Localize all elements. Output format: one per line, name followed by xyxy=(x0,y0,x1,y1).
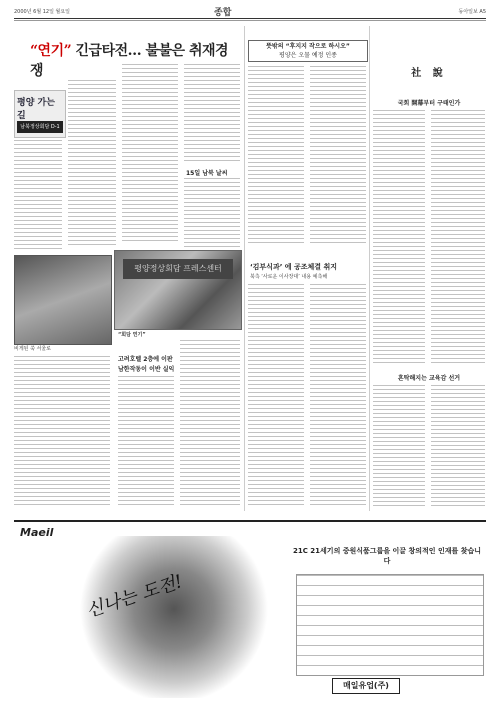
interview-text-col1 xyxy=(248,66,304,246)
pyongyang-box xyxy=(14,90,66,138)
editorial-text-col4 xyxy=(431,385,485,506)
article-text-col2 xyxy=(68,80,116,245)
interview-text-col2 xyxy=(310,66,366,246)
header-rule xyxy=(14,18,486,19)
editorial-text-col2 xyxy=(431,110,485,365)
editorial-text-col1 xyxy=(373,110,425,365)
header-paper: 동아일보 A5 xyxy=(458,9,486,15)
article-text-col7 xyxy=(118,376,174,506)
photo-press-center xyxy=(114,250,242,330)
editorial-heading-2: 흔탁해지는 교육감 선거 xyxy=(397,375,461,382)
column-divider-1 xyxy=(244,26,245,511)
photo-caption: “회담 연기” xyxy=(118,332,146,338)
middle-text-col2 xyxy=(310,284,366,506)
weather-section-heading: 15일 남북 날씨 xyxy=(186,170,228,177)
interview-subtitle: 평양은 오물 예정 인종 xyxy=(279,52,337,59)
header-rule-thin xyxy=(14,20,486,21)
photo-left-caption: 비게된 쑥 서울로 xyxy=(14,346,51,352)
header-date: 2000년 6월 12일 월요일 xyxy=(14,9,71,15)
article-text-col4 xyxy=(184,64,240,164)
ad-slogan: 신나는 도전! xyxy=(83,571,186,622)
header-section: 종합 xyxy=(214,8,232,18)
sub-heading-1: 고려호텔 2층에 이판 xyxy=(118,356,173,363)
pyongyang-box-title: 평양 가는 길 xyxy=(17,98,55,121)
advertisement xyxy=(14,520,486,702)
editorial-text-col3 xyxy=(373,385,425,506)
main-headline-quote: “연기” xyxy=(30,43,72,59)
column-divider-2 xyxy=(369,26,370,511)
photo-left xyxy=(14,255,112,345)
article-text-col8 xyxy=(180,340,240,506)
ad-recruit-heading: 21C 21세기의 중원식품그룹을 이끌 창의적인 인재를 찾습니다 xyxy=(292,547,481,565)
editorial-heading-1: 국회 開幕부터 구태인가 xyxy=(397,100,461,107)
ad-logo: 매일유업(주) xyxy=(332,678,400,694)
article-text-col5 xyxy=(184,178,240,248)
sub-heading-2: 남한작동이 이반 실익 xyxy=(118,366,175,373)
ad-brand: Maeil xyxy=(20,526,54,539)
pyongyang-box-sub: 남북정상회담 D-1 xyxy=(17,121,63,133)
middle-text-col1 xyxy=(248,284,304,506)
interview-box xyxy=(248,40,368,62)
editorial-title: 社 說 xyxy=(411,68,447,79)
ad-recruit-table xyxy=(296,574,484,676)
article-text-col1 xyxy=(14,140,62,250)
interview-title: 뜻밖의 “후지지 작으로 하시오” xyxy=(266,43,350,50)
page-header xyxy=(14,5,486,17)
article-text-col3 xyxy=(122,64,178,244)
middle-article-subtitle: 북측 ‘사로운 이사장대’ 내용 예측해 xyxy=(250,274,328,280)
main-headline-rest: 긴급타전… 불불은 취재경쟁 xyxy=(30,43,229,79)
article-text-col6 xyxy=(14,356,110,506)
middle-article-title: ‘김부식과’ 에 공조체결 취지 xyxy=(250,263,338,271)
photo-sign: 평양정상회담 프레스센터 xyxy=(123,259,233,279)
